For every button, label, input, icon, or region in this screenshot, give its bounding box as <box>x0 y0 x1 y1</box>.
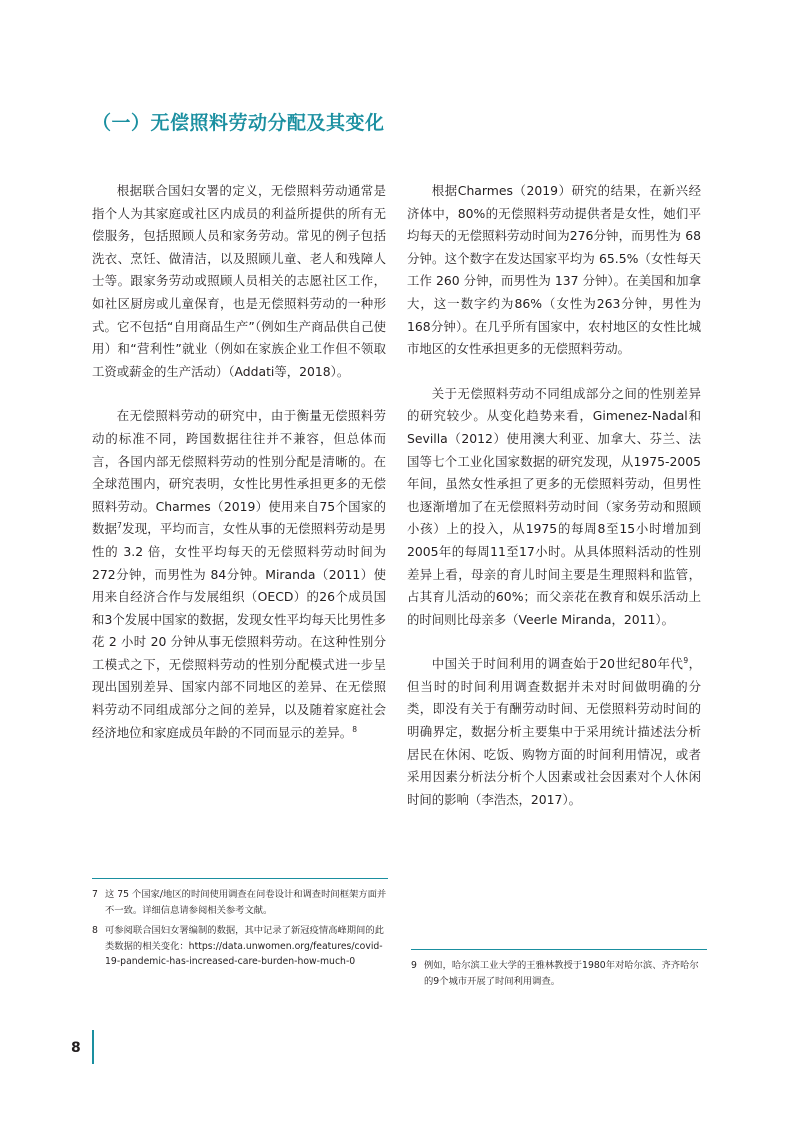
paragraph <box>92 405 386 744</box>
footnote-divider <box>92 878 388 879</box>
footnote <box>92 923 388 970</box>
footnote <box>411 958 707 989</box>
footnote-text: 可参阅联合国妇女署编制的数据，其中记录了新冠疫情高峰期间的此类数据的相关变化：https://data.unwomen.org/features/covid-19-pandemic-has-increased-care-burden-how-much-0 <box>105 925 384 968</box>
footnote-text: 例如，哈尔滨工业大学的王雅林教授于1980年对哈尔滨、齐齐哈尔的9个城市开展了时间利用调查。 <box>424 960 699 987</box>
footnote-number: 9 <box>411 960 417 971</box>
footnote-number: 8 <box>92 925 98 937</box>
section-heading: （一）无偿照料劳动分配及其变化 <box>92 112 385 134</box>
footnote-ref[interactable]: 8 <box>352 724 357 734</box>
page-number-rule <box>92 1030 94 1064</box>
footnote-divider <box>411 949 707 950</box>
right-column <box>407 180 701 833</box>
paragraph-text: 发现，平均而言，女性从事的无偿照料劳动是男性的 3.2 倍，女性平均每天的无偿照料劳动时间为 272分钟，而男性为 84分钟。Miranda（2011）使用来自经济合作与发展组织（OECD）的26个成员国和3个发展中国家的数据，发现女性平均每天比男性多花 2 小时 20 分钟从事无偿照料劳动。在这种性别分工模式之下，无偿照料劳动的性别分配模式进一步呈现出国别差异、国家内部不同地区的差异、在无偿照料劳动不同组成部分之间的差异，以及随着家庭社会经济地位和家庭成员年龄的不同而显示的差异。 <box>92 521 387 740</box>
footnote-number: 7 <box>92 889 98 900</box>
footnotes-right <box>411 949 707 994</box>
footnote-text: 这 75 个国家/地区的时间使用调查在问卷设计和调查时间框架方面并不一致。详细信息请参阅相关参考文献。 <box>105 889 387 916</box>
page-number: 8 <box>71 1040 81 1056</box>
paragraph-text: ，但当时的时间利用调查数据并未对时间做明确的分类，即没有关于有酬劳动时间、无偿照料劳动时间的明确界定，数据分析主要集中于采用统计描述法分析居民在休闲、吃饭、购物方面的时间利用情况，或者采用因素分析法分析个人因素或社会因素对个人休闲时间的影响（李浩杰，2017）。 <box>407 656 701 807</box>
footnotes-left <box>92 878 388 975</box>
paragraph-text: 在无偿照料劳动的研究中，由于衡量无偿照料劳动的标准不同，跨国数据往往并不兼容，但总体而言，各国内部无偿照料劳动的性别分配是清晰的。在全球范围内，研究表明，女性比男性承担更多的无偿照料劳动。Charmes（2019）使用来自75个国家的数据 <box>92 408 386 537</box>
footnote <box>92 887 388 918</box>
paragraph: 关于无偿照料劳动不同组成部分之间的性别差异的研究较少。从变化趋势来看，Gimenez-Nadal和Sevilla（2012）使用澳大利亚、加拿大、芬兰、法国等七个工业化国家数据的研究发现，从1975-2005年间，虽然女性承担了更多的无偿照料劳动，但男性也逐渐增加了在无偿照料劳动时间（家务劳动和照顾小孩）上的投入，从1975的每周8至15小时增加到2005年的每周11至17小时。从具体照料活动的性别差异上看，母亲的育儿时间主要是生理照料和监管，占其育儿活动的60%；而父亲花在教育和娱乐活动上的时间则比母亲多（Veerle Miranda，2011）。 <box>407 385 701 627</box>
paragraph: 根据联合国妇女署的定义，无偿照料劳动通常是指个人为其家庭或社区内成员的利益所提供的所有无偿服务，包括照顾人员和家务劳动。常见的例子包括洗衣、烹饪、做清洁，以及照顾儿童、老人和残障人士等。跟家务劳动或照顾人员相关的志愿社区工作，如社区厨房或儿童保育，也是无偿照料劳动的一种形式。它不包括“自用商品生产”（例如生产商品供自己使用）和“营利性”就业（例如在家族企业工作但不领取工资或薪金的生产活动）（Addati等，2018）。 <box>92 183 386 379</box>
paragraph <box>407 653 701 811</box>
left-column <box>92 180 386 766</box>
paragraph-text: 中国关于时间利用的调查始于20世纪80年代 <box>431 656 684 672</box>
paragraph: 根据Charmes（2019）研究的结果，在新兴经济体中，80%的无偿照料劳动提供者是女性，她们平均每天的无偿照料劳动时间为276分钟，而男性为 68 分钟。这个数字在发达国家平均为 65.5%（女性每天工作 260 分钟，而男性为 137 分钟）。在美国和加拿大，这一数字约为86%（女性为263分钟，男性为168分钟）。在几乎所有国家中，农村地区的女性比城市地区的女性承担更多的无偿照料劳动。 <box>407 183 701 357</box>
footnote-ref[interactable]: 7 <box>117 521 122 531</box>
footnote-ref[interactable]: 9 <box>683 656 689 666</box>
